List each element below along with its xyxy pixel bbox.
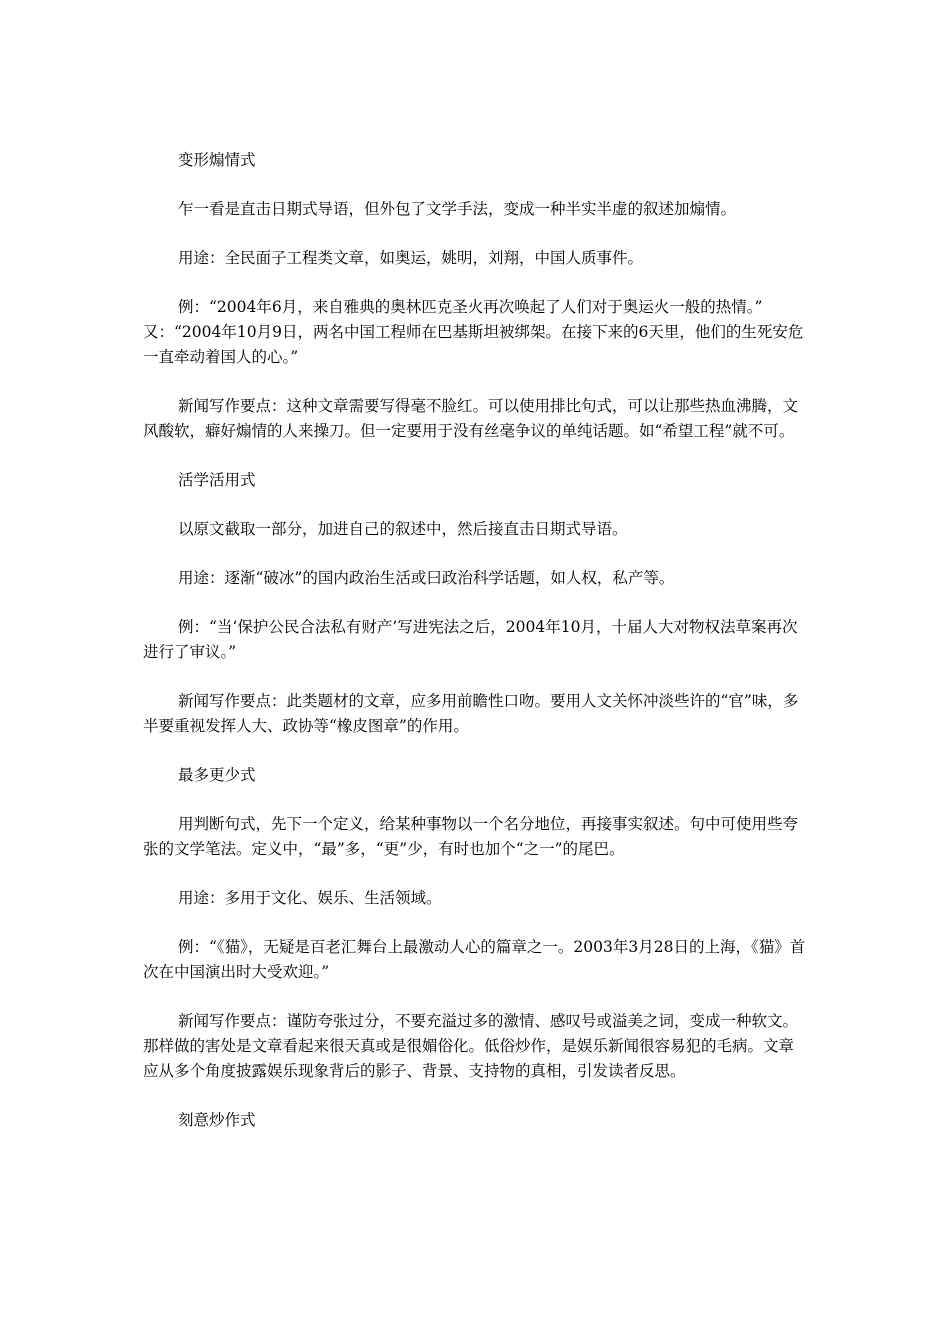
section-superlative bbox=[143, 763, 808, 1084]
section-heading: 活学活用式 bbox=[178, 471, 256, 489]
document-page bbox=[143, 148, 808, 1157]
section-usage: 用途：全民面子工程类文章，如奥运，姚明，刘翔，中国人质事件。 bbox=[178, 249, 644, 267]
section-usage: 用途：逐渐“破冰”的国内政治生活或曰政治科学话题，如人权，私产等。 bbox=[178, 569, 675, 587]
section-example-second: 又：“2004年10月9日，两名中国工程师在巴基斯坦被绑架。在接下来的6天里，他们的生死安危一直牵动着国人的心。” bbox=[143, 323, 804, 366]
section-quote-usage bbox=[143, 468, 808, 739]
section-description: 以原文截取一部分，加进自己的叙述中，然后接直击日期式导语。 bbox=[178, 520, 628, 538]
section-example: 例：“《猫》，无疑是百老汇舞台上最激动人心的篇章之一。2003年3月28日的上海，《猫》首次在中国演出时大受欢迎。” bbox=[143, 938, 806, 981]
section-heading: 变形煽情式 bbox=[178, 151, 256, 169]
section-writing-tips: 新闻写作要点：谨防夸张过分，不要充溢过多的激情、感叹号或溢美之词，变成一种软文。那样做的害处是文章看起来很天真或是很媚俗化。低俗炒作，是娱乐新闻很容易犯的毛病。文章应从多个角度披露娱乐现象背后的影子、背景、支持物的真相，引发读者反思。 bbox=[143, 1012, 799, 1080]
section-hype bbox=[143, 1108, 808, 1133]
section-heading: 最多更少式 bbox=[178, 766, 256, 784]
section-writing-tips: 新闻写作要点：这种文章需要写得毫不脸红。可以使用排比句式，可以让那些热血沸腾，文风酸软，癖好煽情的人来操刀。但一定要用于没有丝毫争议的单纯话题。如“希望工程”就不可。 bbox=[143, 397, 799, 440]
section-writing-tips: 新闻写作要点：此类题材的文章，应多用前瞻性口吻。要用人文关怀冲淡些许的“官”味，多半要重视发挥人大、政协等“橡皮图章”的作用。 bbox=[143, 692, 799, 735]
section-heading: 刻意炒作式 bbox=[178, 1111, 256, 1129]
section-emotional bbox=[143, 148, 808, 444]
section-description: 乍一看是直击日期式导语，但外包了文学手法，变成一种半实半虚的叙述加煽情。 bbox=[178, 200, 737, 218]
section-usage: 用途：多用于文化、娱乐、生活领域。 bbox=[178, 889, 442, 907]
section-description: 用判断句式，先下一个定义，给某种事物以一个名分地位，再接事实叙述。句中可使用些夸张的文学笔法。定义中，“最”多，“更”少，有时也加个“之一”的尾巴。 bbox=[143, 815, 799, 858]
section-example: 例：“2004年6月，来自雅典的奥林匹克圣火再次唤起了人们对于奥运火一般的热情。” bbox=[178, 298, 763, 316]
section-example: 例：“当‘保护公民合法私有财产’写进宪法之后，2004年10月，十届人大对物权法草案再次进行了审议。” bbox=[143, 618, 798, 661]
